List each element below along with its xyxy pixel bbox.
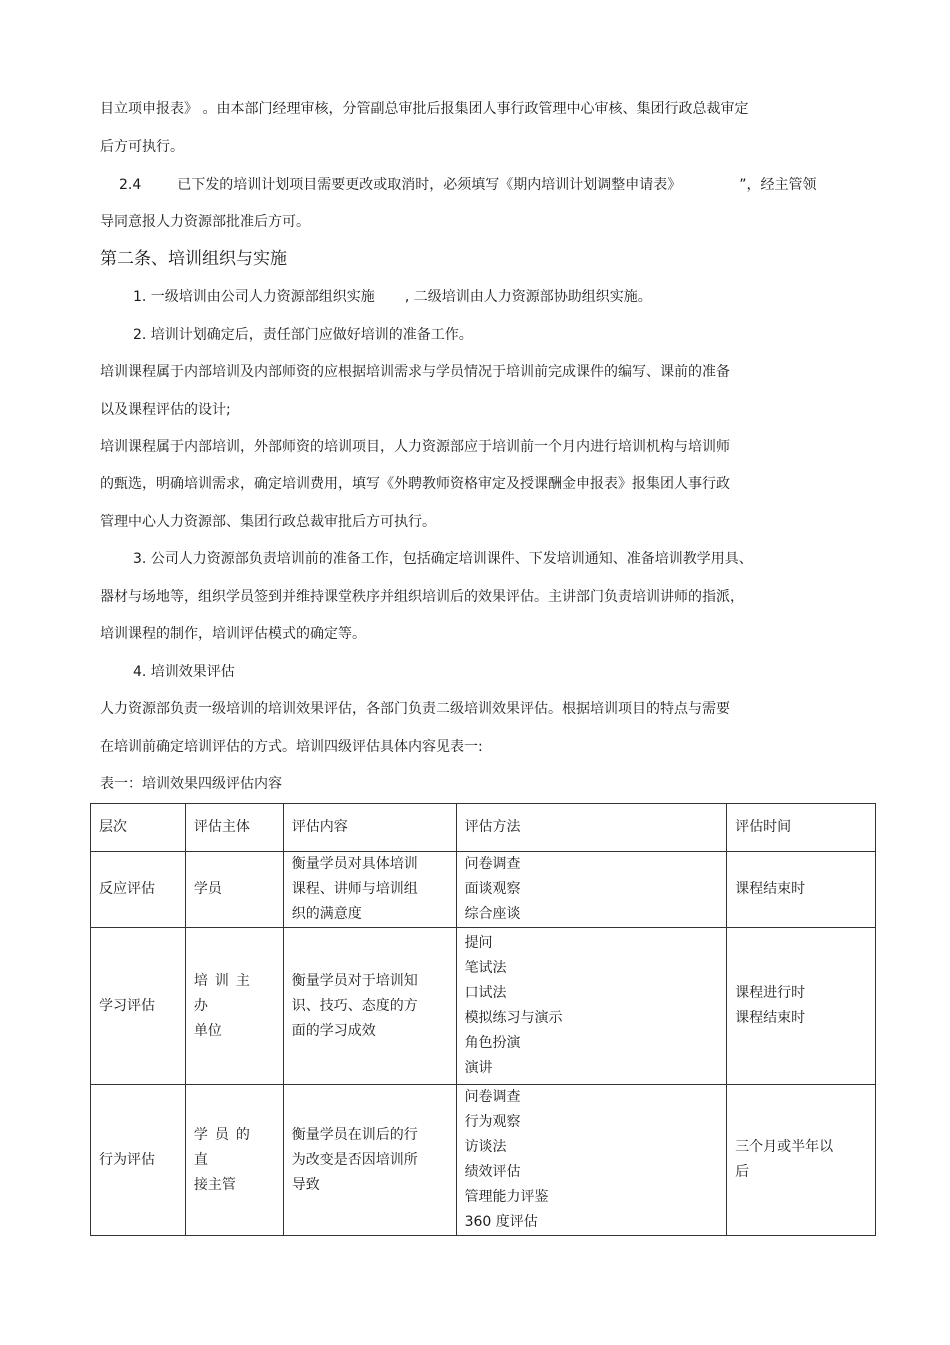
methods-cell [456, 1085, 727, 1236]
cell-line: 360 度评估 [464, 1214, 538, 1230]
cell-line: 课程结束时 [735, 1010, 806, 1026]
methods-cell [456, 928, 727, 1085]
cell-line: 面的学习成效 [291, 1022, 376, 1039]
cell-line: 导致 [291, 1176, 320, 1193]
table-row [91, 852, 876, 928]
list-item-text: 1. 一级培训由公司人力资源部组织实施 [133, 289, 375, 305]
table-header-row [91, 804, 876, 852]
cell-line: 提问 [464, 935, 493, 951]
header-cell: 评估内容 [283, 804, 456, 852]
list-item [133, 287, 652, 307]
methods-cell [456, 852, 727, 928]
list-item: 3. 公司人力资源部负责培训前的准备工作，包括确定培训课件、下发培训通知、准备培训教学用具、 [133, 551, 753, 567]
subject-cell [185, 928, 283, 1085]
cell-line: 课程进行时 [735, 985, 806, 1001]
cell-line: 织的满意度 [291, 906, 362, 922]
cell-line: 后 [735, 1164, 750, 1180]
cell-line: 衡量学员在训后的行 [291, 1126, 418, 1143]
paragraph-line: 培训课程属于内部培训，外部师资的培训项目，人力资源部应于培训前一个月内进行培训机构与培训师 [100, 439, 730, 455]
table-row [91, 1085, 876, 1236]
cell-line: 管理能力评鉴 [464, 1189, 549, 1205]
paragraph-line: 的甄选，明确培训需求，确定培训费用，填写《外聘教师资格审定及授课酬金申报表》报集团人事行政 [100, 476, 730, 492]
evaluation-table [90, 803, 876, 1236]
cell-line: 绩效评估 [464, 1164, 521, 1180]
cell-line: 综合座谈 [464, 906, 521, 922]
cell-line: 问卷调查 [464, 856, 521, 872]
paragraph-line: 人力资源部负责一级培训的培训效果评估，各部门负责二级培训效果评估。根据培训项目的特点与需要 [100, 701, 730, 717]
cell-line: 学员 [193, 881, 222, 897]
content-cell [283, 928, 456, 1085]
time-cell [727, 852, 876, 928]
cell-line: 面谈观察 [464, 881, 521, 897]
list-item: 4. 培训效果评估 [133, 664, 235, 680]
section-heading: 第二条、培训组织与实施 [100, 249, 287, 269]
cell-line: 演讲 [464, 1060, 493, 1076]
subject-cell [185, 1085, 283, 1236]
cell-line: 问卷调查 [464, 1089, 521, 1105]
cell-line: 为改变是否因培训所 [291, 1151, 418, 1168]
time-cell [727, 1085, 876, 1236]
subject-cell [185, 852, 283, 928]
cell-line: 衡量学员对于培训知 [291, 972, 418, 989]
content-cell [283, 852, 456, 928]
paragraph-line: 培训课程的制作，培训评估模式的确定等。 [100, 626, 366, 642]
header-cell: 层次 [91, 804, 186, 852]
cell-line: 识、技巧、态度的方 [291, 997, 418, 1014]
table-caption: 表一：培训效果四级评估内容 [100, 776, 282, 792]
paragraph-line: 目立项申报表》 。由本部门经理审核，分管副总审批后报集团人事行政管理中心审核、集团行政总裁审定 [100, 101, 749, 117]
level-cell: 行为评估 [91, 1085, 186, 1236]
cell-line: 笔试法 [464, 960, 507, 976]
time-cell [727, 928, 876, 1085]
paragraph-line: 以及课程评估的设计; [100, 402, 231, 418]
table-row [91, 928, 876, 1085]
cell-line: 三个月或半年以 [735, 1139, 834, 1155]
cell-line: 课程、讲师与培训组 [291, 881, 418, 897]
cell-line: 口试法 [464, 985, 507, 1001]
clause-number: 2.4 [119, 177, 142, 193]
list-item-text-tail: , 二级培训由人力资源部协助组织实施。 [404, 289, 652, 305]
header-cell: 评估方法 [456, 804, 727, 852]
clause-text: 已下发的培训计划项目需要更改或取消时，必须填写《期内培训计划调整申请表》 [177, 177, 682, 193]
cell-line: 衡量学员对具体培训 [291, 856, 418, 872]
cell-line: 行为观察 [464, 1114, 521, 1130]
paragraph-line: 管理中心人力资源部、集团行政总裁审批后方可执行。 [100, 514, 436, 530]
cell-line: 角色扮演 [464, 1035, 521, 1051]
cell-line: 课程结束时 [735, 881, 806, 897]
clause-text-tail: ”，经主管领 [739, 177, 817, 193]
paragraph-line: 器材与场地等，组织学员签到并维持课堂秩序并组织培训后的效果评估。主讲部门负责培训讲师的指派， [100, 589, 744, 605]
cell-line: 培训主办 [193, 972, 257, 1014]
list-item: 2. 培训计划确定后，责任部门应做好培训的准备工作。 [133, 327, 473, 343]
level-cell: 反应评估 [91, 852, 186, 928]
header-cell: 评估时间 [727, 804, 876, 852]
paragraph-line: 后方可执行。 [100, 139, 184, 155]
content-cell [283, 1085, 456, 1236]
paragraph-line: 在培训前确定培训评估的方式。培训四级评估具体内容见表一: [100, 739, 483, 755]
cell-line: 学员的直 [193, 1126, 257, 1168]
paragraph-line [119, 175, 817, 195]
paragraph-line: 导同意报人力资源部批准后方可。 [100, 214, 310, 230]
cell-line: 模拟练习与演示 [464, 1010, 563, 1026]
cell-line: 单位 [193, 1022, 222, 1039]
paragraph-line: 培训课程属于内部培训及内部师资的应根据培训需求与学员情况于培训前完成课件的编写、课前的准备 [100, 364, 730, 380]
cell-line: 访谈法 [464, 1139, 507, 1155]
level-cell: 学习评估 [91, 928, 186, 1085]
cell-line: 接主管 [193, 1176, 236, 1193]
header-cell: 评估主体 [185, 804, 283, 852]
